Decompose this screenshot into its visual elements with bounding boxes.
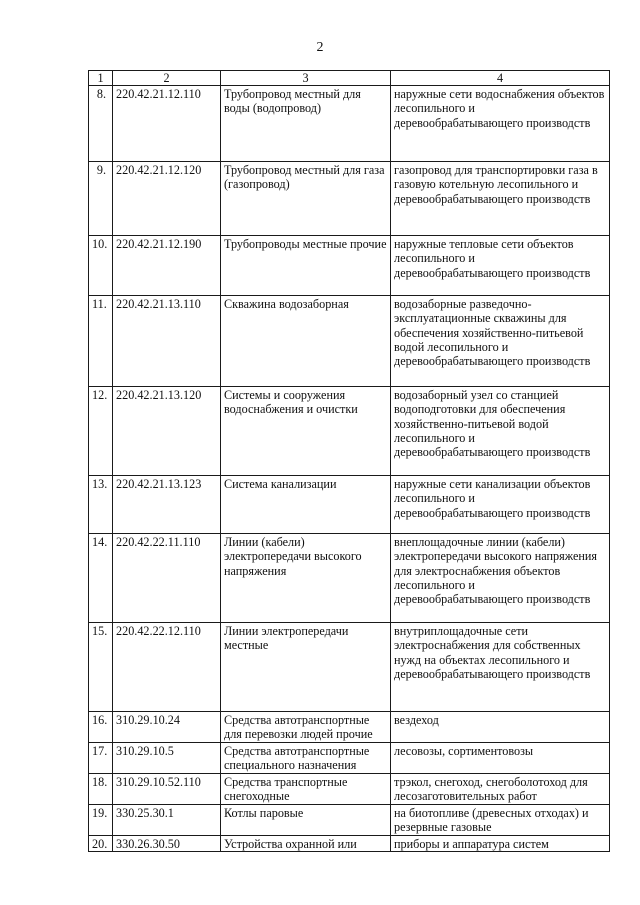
name-cell: Трубопровод местный для воды (водопровод) xyxy=(221,86,391,162)
table-header-row xyxy=(89,71,610,86)
description-cell: наружные сети водоснабжения объектов лесопильного и деревообрабатывающего производств xyxy=(391,86,610,162)
code-cell: 310.29.10.5 xyxy=(113,743,221,774)
description-cell: приборы и аппаратура систем xyxy=(391,836,610,852)
table-row xyxy=(89,743,610,774)
table-row xyxy=(89,805,610,836)
description-cell: внутриплощадочные сети электроснабжения для собственных нужд на объектах лесопильного и деревообрабатывающего производств xyxy=(391,623,610,712)
description-cell: наружные тепловые сети объектов лесопильного и деревообрабатывающего производств xyxy=(391,236,610,296)
row-number-cell: 16. xyxy=(89,712,113,743)
table-row xyxy=(89,534,610,623)
row-number-cell: 9. xyxy=(89,162,113,236)
table-row xyxy=(89,836,610,852)
code-cell: 310.29.10.24 xyxy=(113,712,221,743)
description-cell: внеплощадочные линии (кабели) электропередачи высокого напряжения для электроснабжения объектов лесопильного и деревообрабатывающего производств xyxy=(391,534,610,623)
code-cell: 310.29.10.52.110 xyxy=(113,774,221,805)
table-row xyxy=(89,162,610,236)
description-cell: водозаборные разведочно-эксплуатационные скважины для обеспечения хозяйственно-питьевой водой лесопильного и деревообрабатывающего производств xyxy=(391,296,610,387)
name-cell: Линии электропередачи местные xyxy=(221,623,391,712)
row-number-cell: 19. xyxy=(89,805,113,836)
name-cell: Средства автотранспортные для перевозки людей прочие xyxy=(221,712,391,743)
code-cell: 220.42.21.12.110 xyxy=(113,86,221,162)
table-row xyxy=(89,623,610,712)
row-number-cell: 20. xyxy=(89,836,113,852)
name-cell: Скважина водозаборная xyxy=(221,296,391,387)
row-number-cell: 15. xyxy=(89,623,113,712)
row-number-cell: 10. xyxy=(89,236,113,296)
name-cell: Линии (кабели) электропередачи высокого напряжения xyxy=(221,534,391,623)
code-cell: 330.26.30.50 xyxy=(113,836,221,852)
description-cell: газопровод для транспортировки газа в газовую котельную лесопильного и деревообрабатывающего производств xyxy=(391,162,610,236)
name-cell: Системы и сооружения водоснабжения и очистки xyxy=(221,387,391,476)
row-number-cell: 8. xyxy=(89,86,113,162)
name-cell: Трубопровод местный для газа (газопровод) xyxy=(221,162,391,236)
name-cell: Средства транспортные снегоходные xyxy=(221,774,391,805)
description-cell: водозаборный узел со станцией водоподготовки для обеспечения хозяйственно-питьевой водой лесопильного и деревообрабатывающего производств xyxy=(391,387,610,476)
table-row xyxy=(89,476,610,534)
table-row xyxy=(89,296,610,387)
name-cell: Система канализации xyxy=(221,476,391,534)
row-number-cell: 17. xyxy=(89,743,113,774)
code-cell: 220.42.21.13.123 xyxy=(113,476,221,534)
code-cell: 220.42.21.12.190 xyxy=(113,236,221,296)
description-cell: вездеход xyxy=(391,712,610,743)
code-cell: 330.25.30.1 xyxy=(113,805,221,836)
code-cell: 220.42.21.13.110 xyxy=(113,296,221,387)
name-cell: Трубопроводы местные прочие xyxy=(221,236,391,296)
table-row xyxy=(89,774,610,805)
name-cell: Котлы паровые xyxy=(221,805,391,836)
name-cell: Устройства охранной или xyxy=(221,836,391,852)
header-cell-2: 2 xyxy=(113,71,221,86)
table-row xyxy=(89,236,610,296)
header-cell-4: 4 xyxy=(391,71,610,86)
code-cell: 220.42.21.13.120 xyxy=(113,387,221,476)
table-row xyxy=(89,86,610,162)
header-cell-3: 3 xyxy=(221,71,391,86)
row-number-cell: 11. xyxy=(89,296,113,387)
code-cell: 220.42.22.11.110 xyxy=(113,534,221,623)
row-number-cell: 13. xyxy=(89,476,113,534)
equipment-table xyxy=(88,70,610,852)
table-row xyxy=(89,387,610,476)
name-cell: Средства автотранспортные специального назначения xyxy=(221,743,391,774)
description-cell: трэкол, снегоход, снегоболотоход для лесозаготовительных работ xyxy=(391,774,610,805)
description-cell: лесовозы, сортиментовозы xyxy=(391,743,610,774)
code-cell: 220.42.21.12.120 xyxy=(113,162,221,236)
code-cell: 220.42.22.12.110 xyxy=(113,623,221,712)
table-row xyxy=(89,712,610,743)
description-cell: на биотопливе (древесных отходах) и резервные газовые xyxy=(391,805,610,836)
page-number: 2 xyxy=(316,40,324,55)
description-cell: наружные сети канализации объектов лесопильного и деревообрабатывающего производств xyxy=(391,476,610,534)
header-cell-1: 1 xyxy=(89,71,113,86)
row-number-cell: 12. xyxy=(89,387,113,476)
row-number-cell: 18. xyxy=(89,774,113,805)
row-number-cell: 14. xyxy=(89,534,113,623)
